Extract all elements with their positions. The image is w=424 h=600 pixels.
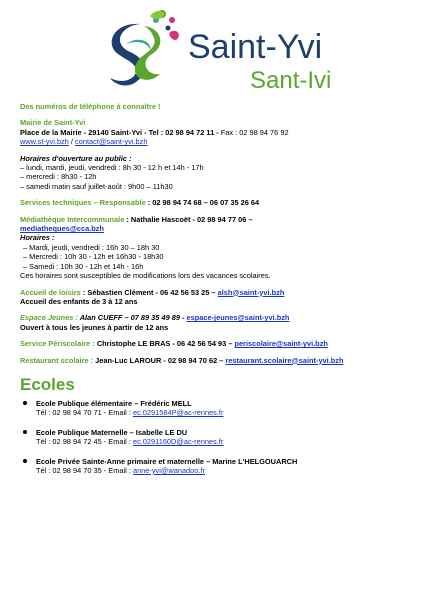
- logo-s-green: [135, 26, 161, 80]
- intro-heading: Des numéros de téléphone à connaître !: [20, 102, 161, 111]
- horaires-line: – samedi matin sauf juillet-août : 9h00 – 11h30: [20, 181, 173, 191]
- jeunes-contact: Alan CUEFF – 07 89 35 49 89 -: [77, 313, 187, 323]
- loisirs-block: [20, 288, 412, 307]
- mediatheque-email-link[interactable]: mediatheques@cca.bzh: [20, 224, 105, 234]
- school-item: [20, 399, 412, 418]
- jeunes-label: Espace Jeunes :: [20, 313, 78, 323]
- ecoles-heading: Ecoles: [20, 374, 75, 394]
- jeunes-subtitle: Ouvert à tous les jeunes à partir de 12 ans: [20, 322, 169, 332]
- school-contact: Tél : 02 98 94 72 45 - Email :: [36, 437, 133, 447]
- school-name: Ecole Publique Maternelle – Isabelle LE DU: [36, 427, 188, 437]
- mairie-address: Place de la Mairie - 29140 Saint-Yvi - Tel : 02 98 94 72 11 -: [20, 127, 219, 137]
- mediatheque-contact: : Nathalie Hascoët - 02 98 94 77 06 –: [124, 214, 253, 224]
- mediatheque-horaires-line: – Mercredi : 10h 30 - 12h et 16h30 - 18h30: [23, 252, 164, 262]
- school-item: [20, 457, 412, 476]
- services-block: [20, 198, 412, 207]
- logo-leaf: [169, 31, 178, 40]
- jeunes-email-link[interactable]: espace-jeunes@saint-yvi.bzh: [186, 313, 290, 323]
- mairie-email-link[interactable]: contact@saint-yvi.bzh: [75, 137, 148, 147]
- mediatheque-label: Médiathèque Intercommunale: [20, 214, 125, 224]
- mairie-website-link[interactable]: www.st-yvi.bzh: [20, 137, 69, 147]
- mairie-title: Mairie de Saint-Yvi: [20, 118, 86, 128]
- school-name: Ecole Publique élémentaire – Frédéric MELL: [36, 398, 192, 408]
- loisirs-email-link[interactable]: alsh@saint-yvi.bzh: [217, 287, 285, 297]
- mediatheque-note: Ces horaires sont susceptibles de modifications lors des vacances scolaires.: [20, 271, 271, 281]
- jeunes-block: [20, 313, 412, 332]
- periscolaire-block: [20, 339, 412, 348]
- horaires-line: – lundi, mardi, jeudi, vendredi : 8h 30 - 12 h et 14h - 17h: [20, 163, 204, 173]
- restaurant-label: Restaurant scolaire :: [20, 355, 94, 365]
- logo-breton-name: Sant-Ivi: [250, 67, 332, 94]
- periscolaire-label: Service Périscolaire :: [20, 339, 95, 349]
- mediatheque-block: [20, 215, 412, 281]
- link-separator: /: [68, 137, 76, 147]
- bullet-icon: [23, 430, 27, 434]
- saint-yvi-logo: [100, 6, 360, 98]
- school-contact: Tél : 02 98 94 70 35 - Email :: [36, 465, 133, 475]
- school-item: [20, 428, 412, 447]
- loisirs-contact: : Sébastien Clément - 06 42 56 53 25 –: [80, 287, 218, 297]
- logo-dot: [169, 17, 175, 23]
- mediatheque-horaires-line: – Mardi, jeudi, vendredi : 16h 30 – 18h 30: [23, 242, 160, 252]
- logo-s-teal: [126, 40, 150, 50]
- school-contact: Tél : 02 98 94 70 71 - Email :: [36, 408, 133, 418]
- services-phones: : 02 98 94 74 68 – 06 07 35 26 64: [145, 198, 260, 208]
- services-label: Services techniques – Responsable: [20, 198, 146, 208]
- loisirs-label: Accueil de loisirs: [20, 287, 81, 297]
- restaurant-email-link[interactable]: restaurant.scolaire@saint-yvi.bzh: [225, 355, 344, 365]
- school-name: Ecole Privée Sainte-Anne primaire et maternelle – Marine L'HELGOUARCH: [36, 456, 298, 466]
- logo-name: Saint-Yvi: [188, 28, 323, 66]
- mairie-fax: Fax : 02 98 94 76 92: [218, 127, 289, 137]
- school-email-link[interactable]: ec.0291160D@ac-rennes.fr: [132, 437, 224, 447]
- horaires-line: – mercredi : 8h30 - 12h: [20, 172, 97, 182]
- horaires-title: Horaires d'ouverture au public :: [20, 153, 132, 163]
- loisirs-subtitle: Accueil des enfants de 3 à 12 ans: [20, 296, 138, 306]
- mediatheque-horaires-line: – Samedi : 10h 30 - 12h et 14h - 16h: [23, 261, 144, 271]
- school-email-link[interactable]: ec.0291584P@ac-rennes.fr: [132, 408, 224, 418]
- document-body: [20, 102, 412, 485]
- school-email-link[interactable]: anne-yvi@wanadoo.fr: [132, 465, 205, 475]
- bullet-icon: [23, 401, 27, 405]
- restaurant-block: [20, 356, 412, 365]
- periscolaire-email-link[interactable]: periscolaire@saint-yvi.bzh: [234, 339, 328, 349]
- periscolaire-contact: Christophe LE BRAS - 06 42 56 54 93 –: [94, 339, 235, 349]
- restaurant-contact: Jean-Luc LAROUR - 02 98 94 70 62 –: [93, 355, 226, 365]
- mediatheque-horaires-title: Horaires :: [20, 233, 55, 243]
- logo-dot: [166, 26, 171, 31]
- bullet-icon: [23, 459, 27, 463]
- horaires-block: [20, 154, 412, 192]
- mairie-block: [20, 118, 412, 146]
